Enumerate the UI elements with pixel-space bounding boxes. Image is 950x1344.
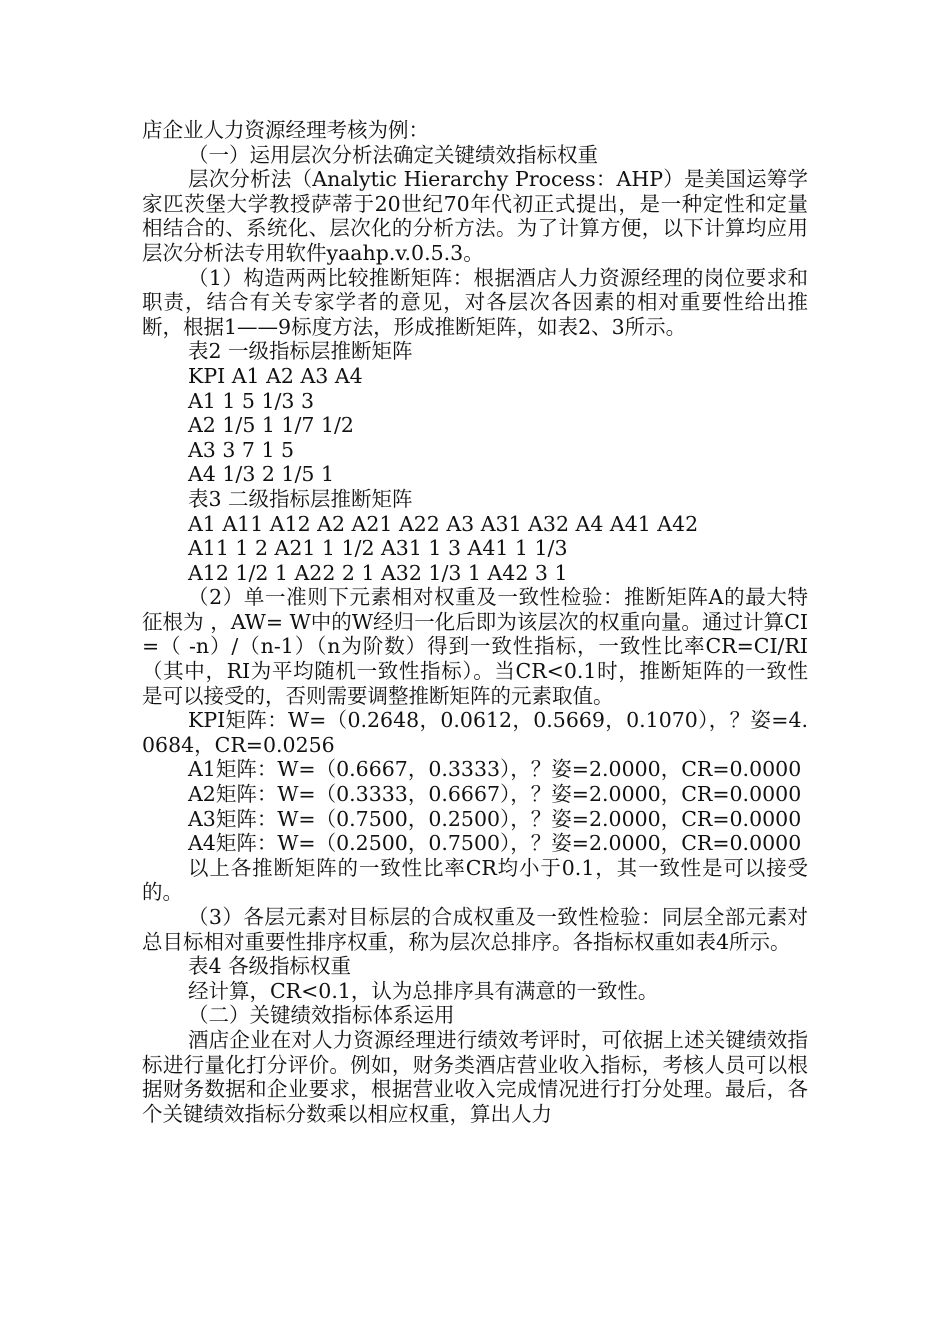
paragraph-step-3: （3）各层元素对目标层的合成权重及一致性检验：同层全部元素对总目标相对重要性排序权重，称为层次总排序。各指标权重如表4所示。 xyxy=(142,905,808,954)
table2-row: A3 3 7 1 5 xyxy=(188,437,295,462)
table4-caption: 表4 各级指标权重 xyxy=(188,954,352,979)
table2-row: A1 1 5 1/3 3 xyxy=(188,388,315,413)
table3-row: A12 1/2 1 A22 2 1 A32 1/3 1 A42 3 1 xyxy=(188,560,568,585)
paragraph-total-consistency: 经计算，CR<0.1，认为总排序具有满意的一致性。 xyxy=(188,978,659,1003)
section-heading-2: （二）关键绩效指标体系运用 xyxy=(188,1003,455,1028)
matrix-result-line: A1矩阵：W=（0.6667，0.3333），？姿=2.0000，CR=0.0000 xyxy=(188,757,802,782)
table3-row: A11 1 2 A21 1 1/2 A31 1 3 A41 1 1/3 xyxy=(188,536,568,561)
matrix-result-line: A4矩阵：W=（0.2500，0.7500），？姿=2.0000，CR=0.0000 xyxy=(188,831,802,856)
paragraph-kpi-matrix: KPI矩阵：W=（0.2648，0.0612，0.5669，0.1070），？姿=4.0684，CR=0.0256 xyxy=(142,708,808,757)
table3-row: A1 A11 A12 A2 A21 A22 A3 A31 A32 A4 A41 A42 xyxy=(188,511,699,536)
paragraph-intro: 店企业人力资源经理考核为例： xyxy=(142,118,429,142)
paragraph-step-2: （2）单一准则下元素相对权重及一致性检验：推断矩阵A的最大特征根为 ，AW= W中的W经归一化后即为该层次的权重向量。通过计算CI=（ -n）/（n-1）（n为阶数）得到一致性指标，一致性比率CR=CI/RI（其中，RI为平均随机一致性指标）。当CR<0.1时，推断矩阵的一致性是可以接受的，否则需要调整推断矩阵的元素取值。 xyxy=(142,585,808,708)
table2-row: A2 1/5 1 1/7 1/2 xyxy=(188,413,354,438)
section-heading-1: （一）运用层次分析法确定关键绩效指标权重 xyxy=(188,142,598,167)
paragraph-step-1: （1）构造两两比较推断矩阵：根据酒店人力资源经理的岗位要求和职责，结合有关专家学者的意见，对各层次各因素的相对重要性给出推断，根据1——9标度方法，形成推断矩阵，如表2、3所示。 xyxy=(142,265,808,339)
paragraph-ahp: 层次分析法（Analytic Hierarchy Process：AHP）是美国运筹学家匹茨堡大学教授萨蒂于20世纪70年代初正式提出，是一种定性和定量相结合的、系统化、层次化的分析方法。为了计算方便，以下计算均应用层次分析法专用软件yaahp.v.0.5.3。 xyxy=(142,167,808,265)
table3-caption: 表3 二级指标层推断矩阵 xyxy=(188,486,413,511)
paragraph-application: 酒店企业在对人力资源经理进行绩效考评时，可依据上述关键绩效指标进行量化打分评价。例如，财务类酒店营业收入指标，考核人员可以根据财务数据和企业要求，根据营业收入完成情况进行打分处理。最后，各个关键绩效指标分数乘以相应权重，算出人力 xyxy=(142,1027,808,1126)
table2-caption: 表2 一级指标层推断矩阵 xyxy=(188,339,413,364)
paragraph-consistency: 以上各推断矩阵的一致性比率CR均小于0.1，其一致性是可以接受的。 xyxy=(142,855,808,905)
matrix-result-line: A3矩阵：W=（0.7500，0.2500），？姿=2.0000，CR=0.0000 xyxy=(188,806,802,831)
table2-row: A4 1/3 2 1/5 1 xyxy=(188,462,334,487)
table2-row: KPI A1 A2 A3 A4 xyxy=(188,363,363,388)
document-page xyxy=(142,118,808,1126)
matrix-result-line: A2矩阵：W=（0.3333，0.6667），？姿=2.0000，CR=0.0000 xyxy=(188,782,802,807)
